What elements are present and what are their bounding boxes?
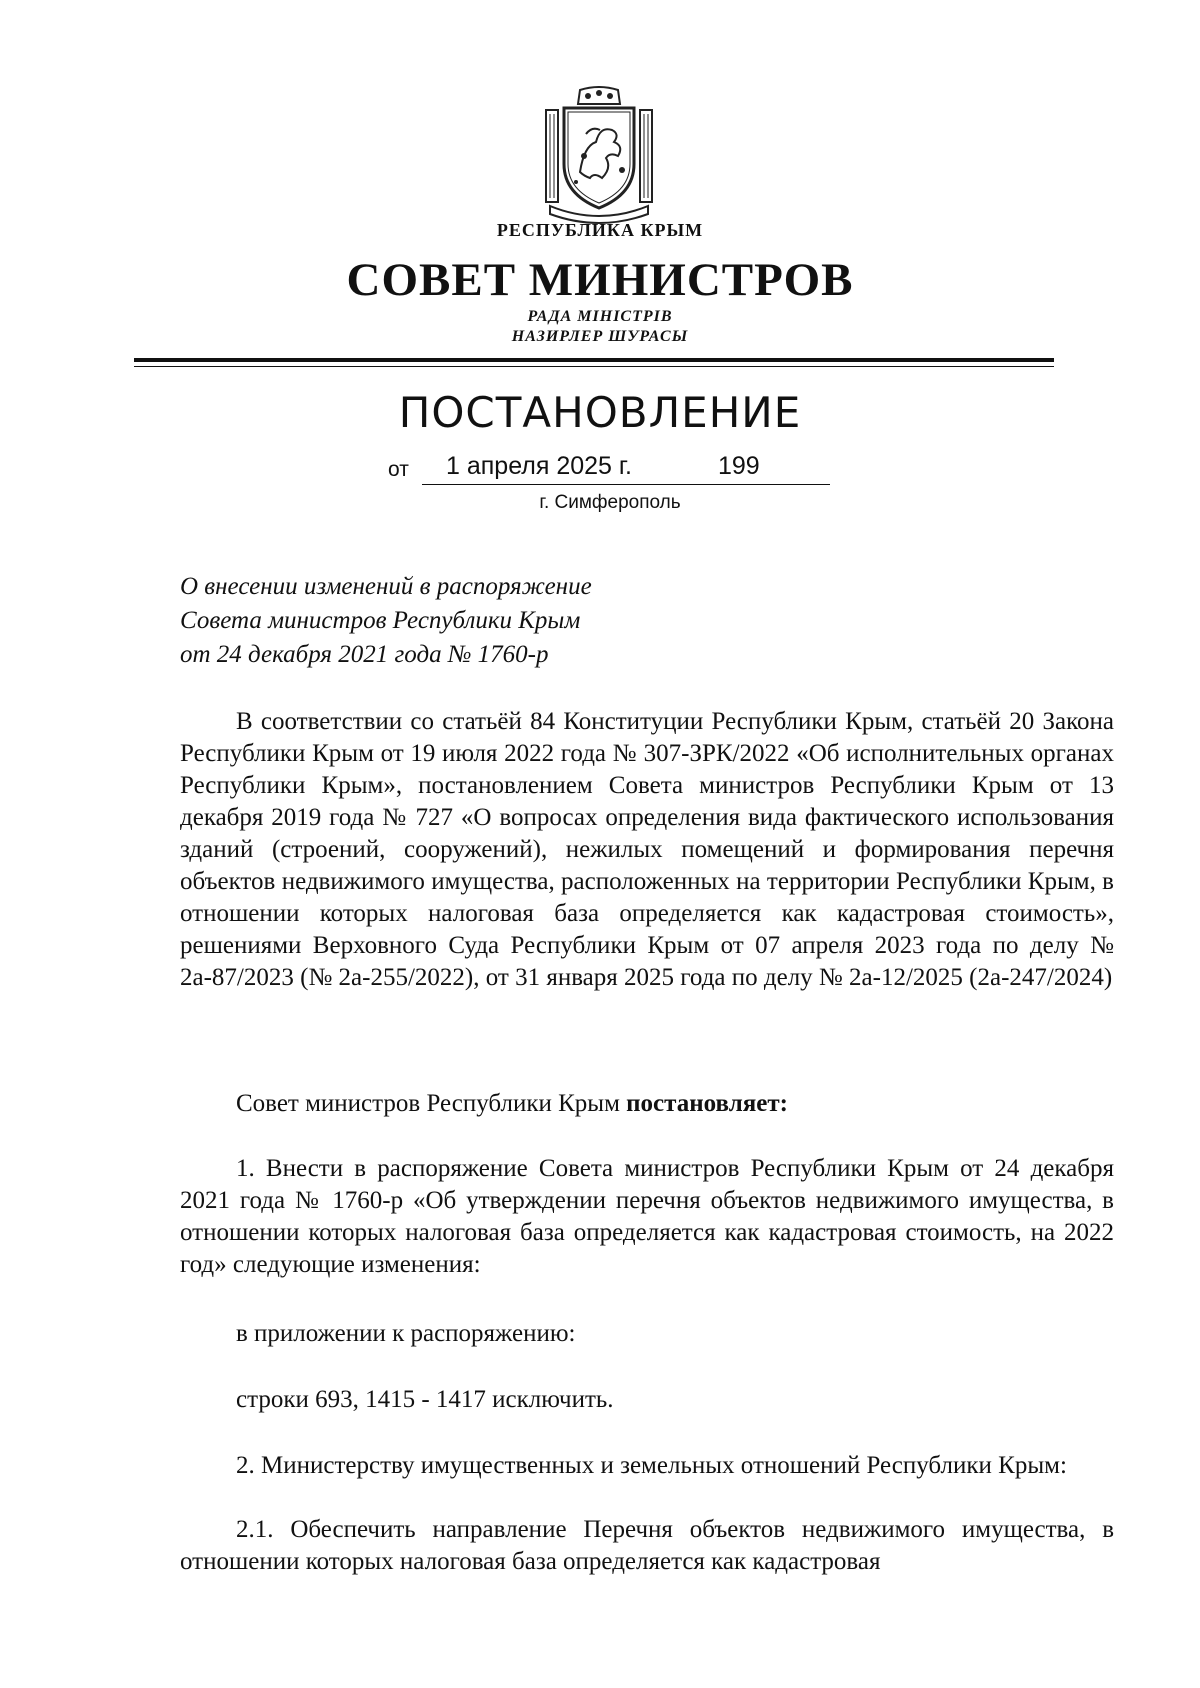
council-name-ukrainian: РАДА МІНІСТРІВ <box>527 308 673 325</box>
item-2-paragraph: 2. Министерству имущественных и земельных отношений Республики Крым: <box>236 1452 1067 1479</box>
date-underline <box>422 484 830 485</box>
item-1-change-paragraph: строки 693, 1415 - 1417 исключить. <box>236 1386 614 1413</box>
subject-line: Совета министров Республики Крым <box>180 607 581 634</box>
item-2-1-paragraph: 2.1. Обеспечить направление Перечня объектов недвижимого имущества, в отношении которых налоговая база определяется как кадастровая <box>180 1516 1114 1575</box>
resolves-paragraph <box>180 1088 1114 1120</box>
item-1-paragraph: 1. Внести в распоряжение Совета министров Республики Крым от 24 декабря 2021 года № 1760-р «Об утверждении перечня объектов недвижимого имущества, в отношении которых налоговая база определяется как кадастровая стоимость, на 2022 год» следующие изменения: <box>180 1155 1114 1278</box>
preamble-paragraph: В соответствии со статьёй 84 Конституции Республики Крым, статьёй 20 Закона Республики Крым от 19 июля 2022 года № 307-ЗРК/2022 «Об исполнительных органах Республики Крым», постановлением Совета министров Республики Крым от 13 декабря 2019 года № 727 «О вопросах определения вида фактического использования зданий (строений, сооружений), нежилых помещений и формирования перечня объектов недвижимого имущества, расположенных на территории Республики Крым, в отношении которых налоговая база определяется как кадастровая стоимость», решениями Верховного Суда Республики Крым от 07 апреля 2023 года по делу № 2а-87/2023 (№ 2а-255/2022), от 31 января 2025 года по делу № 2а-12/2025 (2а-247/2024) <box>180 708 1114 991</box>
crimea-coat-of-arms-icon <box>540 86 658 226</box>
resolves-keyword: постановляет: <box>626 1090 788 1117</box>
decree-number: 199 <box>718 452 760 480</box>
item-1-sub-paragraph: в приложении к распоряжению: <box>236 1320 576 1347</box>
decree-subject <box>180 570 740 672</box>
council-name-crimean-tatar: НАЗИРЛЕР ШУРАСЫ <box>511 328 689 345</box>
decree-city: г. Симферополь <box>539 492 681 513</box>
date-prefix: от <box>388 458 409 481</box>
header-divider-thick <box>134 358 1054 362</box>
subject-line: О внесении изменений в распоряжение <box>180 573 592 600</box>
decree-title: ПОСТАНОВЛЕНИЕ <box>398 388 802 437</box>
resolves-lead: Совет министров Республики Крым <box>236 1090 627 1117</box>
republic-name: РЕСПУБЛИКА КРЫМ <box>496 220 704 240</box>
header-divider-thin <box>134 366 1054 367</box>
subject-line: от 24 декабря 2021 года № 1760-р <box>180 641 549 668</box>
decree-date: 1 апреля 2025 г. <box>446 452 632 480</box>
council-name: СОВЕТ МИНИСТРОВ <box>346 254 854 306</box>
